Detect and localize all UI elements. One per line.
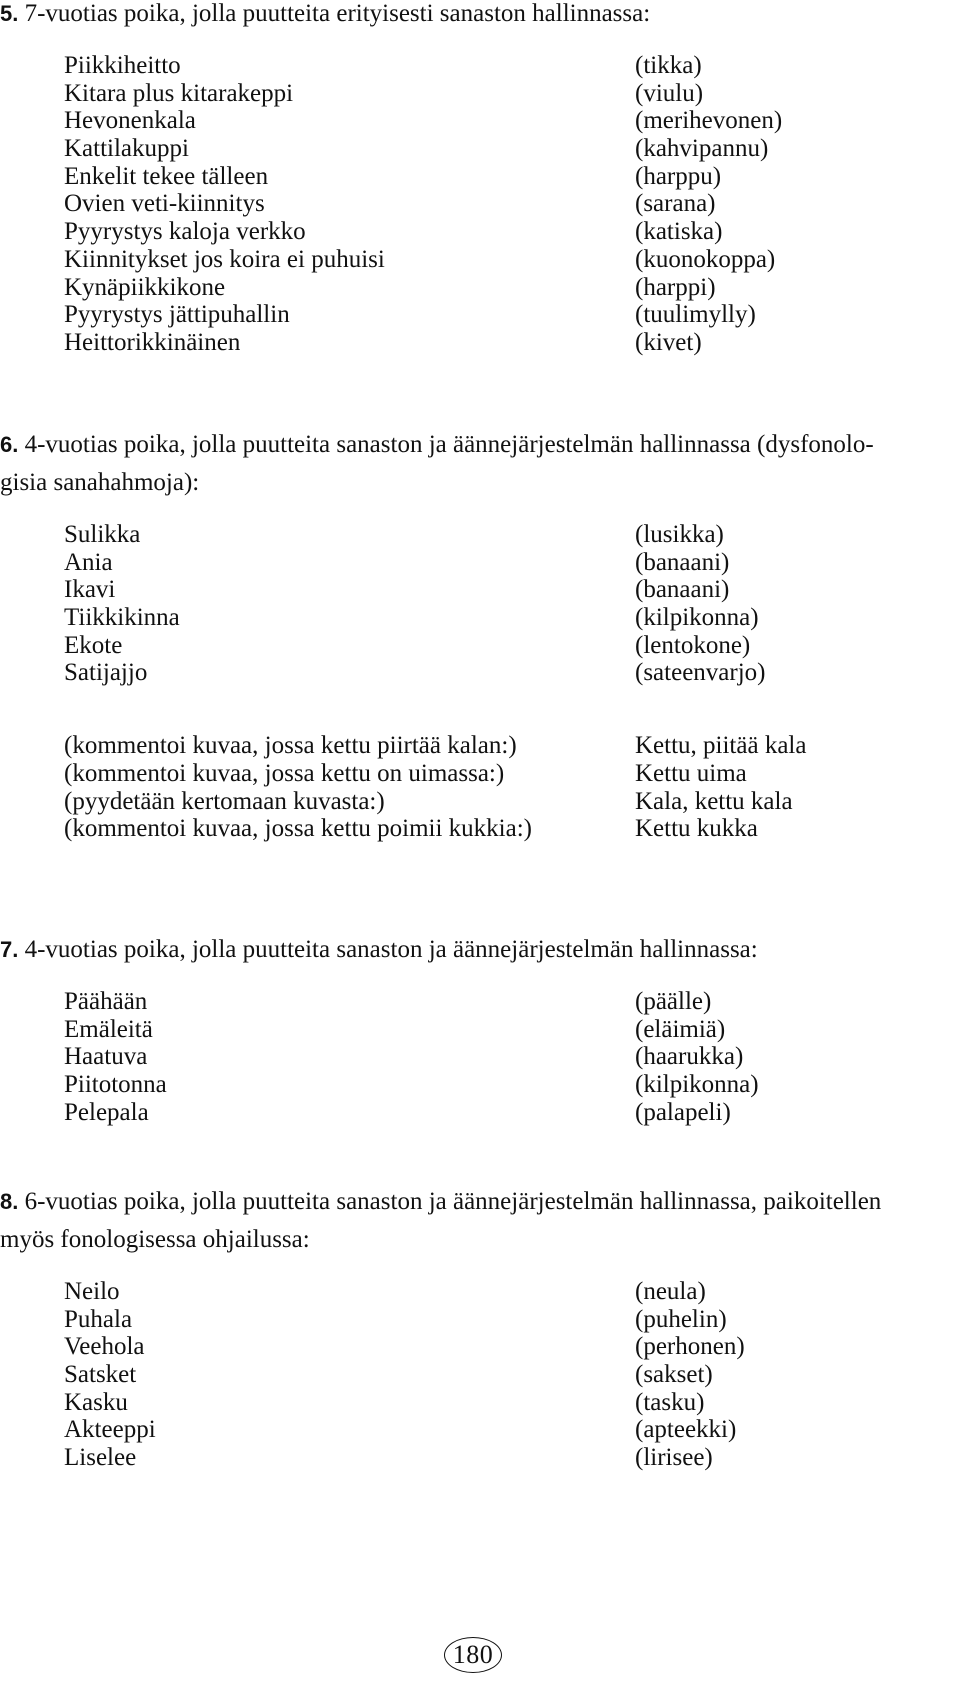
situation-prompt: (kommentoi kuvaa, jossa kettu piirtää kalan:) <box>64 732 517 760</box>
section-number: 6. <box>0 432 19 457</box>
target-word: (viulu) <box>635 79 704 107</box>
target-word: (päälle) <box>635 988 712 1015</box>
section-heading-line-1: 6-vuotias poika, jolla puutteita sanaston ja äännejärjestelmän hallinnassa, paikoitellen <box>24 1188 882 1215</box>
section-heading-text: 4-vuotias poika, jolla puutteita sanaston ja äännejärjestelmän hallinnassa: <box>24 936 758 963</box>
list-item <box>64 788 904 816</box>
list-item <box>64 80 904 108</box>
child-word: Kynäpiikkikone <box>64 273 226 301</box>
list-item <box>64 988 904 1016</box>
list-item <box>64 1278 904 1306</box>
child-word: Haatuva <box>64 1043 148 1071</box>
list-item <box>64 604 904 632</box>
target-word: (lentokone) <box>635 631 751 659</box>
child-word: Kitara plus kitarakeppi <box>64 79 294 107</box>
situation-prompt: (kommentoi kuvaa, jossa kettu poimii kukkia:) <box>64 815 532 843</box>
page-number: 180 <box>444 1637 502 1673</box>
child-word: Piikkiheitto <box>64 52 181 79</box>
target-word: (kivet) <box>635 328 702 356</box>
target-word: (merihevonen) <box>635 107 783 135</box>
list-item <box>64 1071 904 1099</box>
section-7 <box>0 931 950 1126</box>
target-word: (tasku) <box>635 1388 705 1416</box>
list-item <box>64 815 904 843</box>
child-word: Päähään <box>64 988 148 1015</box>
child-word: Liselee <box>64 1444 137 1472</box>
list-item <box>64 549 904 577</box>
list-item <box>64 1043 904 1071</box>
target-word: (haarukka) <box>635 1043 744 1071</box>
section-heading <box>0 931 950 969</box>
target-word: (banaani) <box>635 576 730 604</box>
target-word: (harppi) <box>635 273 716 301</box>
target-word: (tikka) <box>635 52 702 79</box>
section-heading <box>0 0 950 33</box>
child-word: Pyyrystys kaloja verkko <box>64 218 306 246</box>
child-word: Ania <box>64 548 113 576</box>
target-word: (harppu) <box>635 162 722 190</box>
target-word: (puhelin) <box>635 1305 727 1333</box>
list-item <box>64 1306 904 1334</box>
child-word: Neilo <box>64 1278 120 1305</box>
list-item <box>64 1099 904 1127</box>
target-word: (sateenvarjo) <box>635 659 766 687</box>
section-heading-text: 7-vuotias poika, jolla puutteita erityisesti sanaston hallinnassa: <box>24 0 651 27</box>
target-word: (lusikka) <box>635 521 724 548</box>
target-word: (kahvipannu) <box>635 135 769 163</box>
list-item <box>64 760 904 788</box>
child-word: Tiikkikinna <box>64 604 180 632</box>
target-word: (katiska) <box>635 218 723 246</box>
target-word: (lirisee) <box>635 1444 713 1472</box>
list-item <box>64 1389 904 1417</box>
list-item <box>64 301 904 329</box>
comment-list <box>64 732 904 843</box>
list-item <box>64 521 904 549</box>
list-item <box>64 218 904 246</box>
target-word: (banaani) <box>635 548 730 576</box>
child-word: Pyyrystys jättipuhallin <box>64 301 290 329</box>
list-item <box>64 1361 904 1389</box>
list-item <box>64 135 904 163</box>
section-heading <box>0 1183 950 1259</box>
child-word: Heittorikkinäinen <box>64 328 241 356</box>
list-item <box>64 107 904 135</box>
child-word: Ekote <box>64 631 123 659</box>
child-word: Ovien veti-kiinnitys <box>64 190 265 218</box>
child-response: Kettu uima <box>635 759 747 787</box>
section-5 <box>0 0 950 357</box>
list-item <box>64 576 904 604</box>
child-response: Kala, kettu kala <box>635 787 793 815</box>
child-word: Enkelit tekee tälleen <box>64 162 269 190</box>
section-number: 8. <box>0 1189 19 1214</box>
word-list <box>64 988 904 1126</box>
word-list <box>64 52 904 357</box>
child-word: Kattilakuppi <box>64 135 189 163</box>
list-item <box>64 190 904 218</box>
section-6 <box>0 426 950 843</box>
list-item <box>64 1333 904 1361</box>
target-word: (eläimiä) <box>635 1015 726 1043</box>
child-word: Pelepala <box>64 1098 149 1126</box>
section-heading-line-2: myös fonologisessa ohjailussa: <box>0 1226 310 1253</box>
list-item <box>64 1416 904 1444</box>
situation-prompt: (kommentoi kuvaa, jossa kettu on uimassa:) <box>64 759 505 787</box>
target-word: (tuulimylly) <box>635 301 756 329</box>
list-item <box>64 659 904 687</box>
target-word: (sarana) <box>635 190 716 218</box>
section-heading-line-2: gisia sanahahmoja): <box>0 469 200 496</box>
word-list <box>64 521 904 687</box>
section-heading-line-1: 4-vuotias poika, jolla puutteita sanaston ja äännejärjestelmän hallinnassa (dysfonolo- <box>24 431 874 458</box>
child-word: Veehola <box>64 1333 145 1361</box>
list-item <box>64 274 904 302</box>
child-word: Sulikka <box>64 521 141 548</box>
child-word: Satijajjo <box>64 659 148 687</box>
list-item <box>64 246 904 274</box>
child-word: Emäleitä <box>64 1015 153 1043</box>
child-response: Kettu, piitää kala <box>635 732 807 760</box>
child-word: Puhala <box>64 1305 133 1333</box>
child-response: Kettu kukka <box>635 815 758 843</box>
child-word: Ikavi <box>64 576 116 604</box>
child-word: Kasku <box>64 1388 128 1416</box>
section-8 <box>0 1183 950 1472</box>
child-word: Piitotonna <box>64 1071 167 1099</box>
child-word: Satsket <box>64 1361 137 1389</box>
child-word: Hevonenkala <box>64 107 196 135</box>
section-heading <box>0 426 950 502</box>
target-word: (sakset) <box>635 1361 713 1389</box>
list-item <box>64 329 904 357</box>
list-item <box>64 1016 904 1044</box>
target-word: (kilpikonna) <box>635 604 759 632</box>
section-number: 7. <box>0 937 19 962</box>
target-word: (palapeli) <box>635 1098 731 1126</box>
word-list <box>64 1278 904 1472</box>
target-word: (apteekki) <box>635 1416 737 1444</box>
child-word: Akteeppi <box>64 1416 156 1444</box>
list-item <box>64 1444 904 1472</box>
situation-prompt: (pyydetään kertomaan kuvasta:) <box>64 787 385 815</box>
target-word: (perhonen) <box>635 1333 745 1361</box>
list-item <box>64 632 904 660</box>
list-item <box>64 163 904 191</box>
target-word: (neula) <box>635 1278 706 1305</box>
section-number: 5. <box>0 1 19 26</box>
list-item <box>64 52 904 80</box>
child-word: Kiinnitykset jos koira ei puhuisi <box>64 245 385 273</box>
list-item <box>64 732 904 760</box>
target-word: (kuonokoppa) <box>635 245 776 273</box>
target-word: (kilpikonna) <box>635 1071 759 1099</box>
